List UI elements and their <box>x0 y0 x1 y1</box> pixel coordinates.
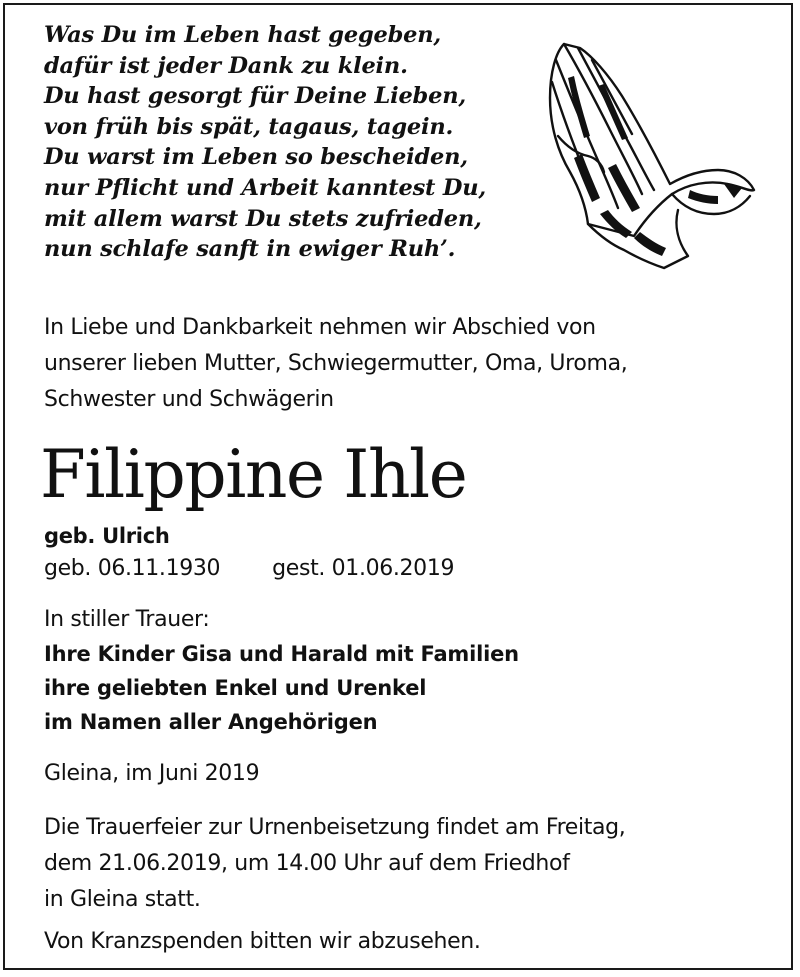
place-date: Gleina, im Juni 2019 <box>44 761 260 786</box>
deceased-name: Filippine Ihle <box>40 436 467 513</box>
mourner-line: ihre geliebten Enkel und Urenkel <box>44 676 427 700</box>
poem-line: Du hast gesorgt für Deine Lieben, <box>44 83 466 110</box>
life-dates <box>44 552 454 586</box>
mourners-heading: In stiller Trauer: <box>44 607 210 632</box>
service-info <box>44 810 625 918</box>
service-line: dem 21.06.2019, um 14.00 Uhr auf dem Friedhof <box>44 851 570 876</box>
mourner-line: im Namen aller Angehörigen <box>44 710 378 734</box>
intro-line: In Liebe und Dankbarkeit nehmen wir Abschied von <box>44 315 596 340</box>
poem-line: Was Du im Leben hast gegeben, <box>44 22 442 48</box>
poem-line: nur Pflicht und Arbeit kanntest Du, <box>44 174 486 201</box>
mourner-line: Ihre Kinder Gisa und Harald mit Familien <box>44 642 519 666</box>
maiden-name: geb. Ulrich <box>44 524 170 548</box>
service-line: in Gleina statt. <box>44 887 201 912</box>
intro-line: unserer lieben Mutter, Schwiegermutter, Oma, Uroma, <box>44 351 628 376</box>
poem-line: nun schlafe sanft in ewiger Ruh’. <box>44 236 456 263</box>
service-line: Die Trauerfeier zur Urnenbeisetzung findet am Freitag, <box>44 815 626 840</box>
praying-hands-icon <box>538 38 756 272</box>
intro-line: Schwester und Schwägerin <box>44 387 334 412</box>
poem-line: Du warst im Leben so bescheiden, <box>44 144 468 171</box>
poem-line: mit allem warst Du stets zufrieden, <box>44 205 482 232</box>
mourners-block <box>44 603 519 739</box>
intro-text <box>44 310 627 418</box>
poem-line: von früh bis spät, tagaus, tagein. <box>44 113 454 140</box>
birth-date: geb. 06.11.1930 <box>44 556 221 581</box>
flowers-note: Von Kranzspenden bitten wir abzusehen. <box>44 929 481 954</box>
death-date: gest. 01.06.2019 <box>272 556 455 581</box>
poem-line: dafür ist jeder Dank zu klein. <box>44 52 408 79</box>
memorial-poem <box>44 20 486 265</box>
